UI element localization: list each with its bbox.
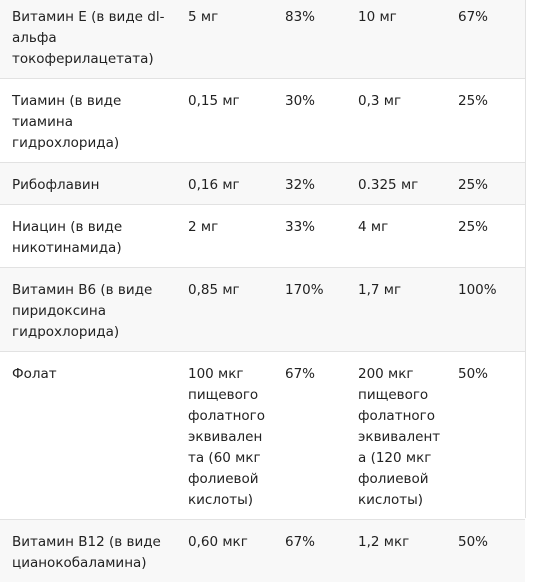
amount-cell: 2 мг — [176, 205, 273, 268]
nutrient-cell: Витамин B6 (в виде пиридоксина гидрохлорида) — [0, 268, 176, 352]
table-row — [0, 352, 525, 520]
table-row — [0, 163, 525, 205]
amount-cell: 0,3 мг — [346, 79, 446, 163]
percent-cell: 25% — [446, 163, 525, 205]
nutrient-cell: Фолат — [0, 352, 176, 520]
amount-cell: 0.325 мг — [346, 163, 446, 205]
table-row — [0, 268, 525, 352]
percent-cell: 25% — [446, 205, 525, 268]
amount-cell: 100 мкг пищевого фолатного эквивалента (60 мкг фолиевой кислоты) — [176, 352, 273, 520]
table-row — [0, 205, 525, 268]
percent-cell: 50% — [446, 520, 525, 582]
table-row — [0, 0, 525, 79]
amount-cell: 1,7 мг — [346, 268, 446, 352]
nutrient-cell: Витамин E (в виде dl-альфа токоферилацетата) — [0, 0, 176, 79]
amount-cell: 0,85 мг — [176, 268, 273, 352]
amount-cell: 4 мг — [346, 205, 446, 268]
percent-cell: 32% — [273, 163, 346, 205]
percent-cell: 67% — [273, 352, 346, 520]
nutrient-cell: Тиамин (в виде тиамина гидрохлорида) — [0, 79, 176, 163]
table-row — [0, 520, 525, 582]
percent-cell: 100% — [446, 268, 525, 352]
percent-cell: 33% — [273, 205, 346, 268]
amount-cell: 0,16 мг — [176, 163, 273, 205]
percent-cell: 83% — [273, 0, 346, 79]
amount-cell: 0,15 мг — [176, 79, 273, 163]
percent-cell: 30% — [273, 79, 346, 163]
percent-cell: 67% — [273, 520, 346, 582]
percent-cell: 170% — [273, 268, 346, 352]
nutrient-cell: Витамин B12 (в виде цианокобаламина) — [0, 520, 176, 582]
amount-cell: 10 мг — [346, 0, 446, 79]
percent-cell: 50% — [446, 352, 525, 520]
amount-cell: 5 мг — [176, 0, 273, 79]
amount-cell: 200 мкг пищевого фолатного эквивалента (120 мкг фолиевой кислоты) — [346, 352, 446, 520]
percent-cell: 25% — [446, 79, 525, 163]
nutrient-cell: Рибофлавин — [0, 163, 176, 205]
amount-cell: 0,60 мкг — [176, 520, 273, 582]
nutrient-cell: Ниацин (в виде никотинамида) — [0, 205, 176, 268]
table-row — [0, 79, 525, 163]
percent-cell: 67% — [446, 0, 525, 79]
amount-cell: 1,2 мкг — [346, 520, 446, 582]
